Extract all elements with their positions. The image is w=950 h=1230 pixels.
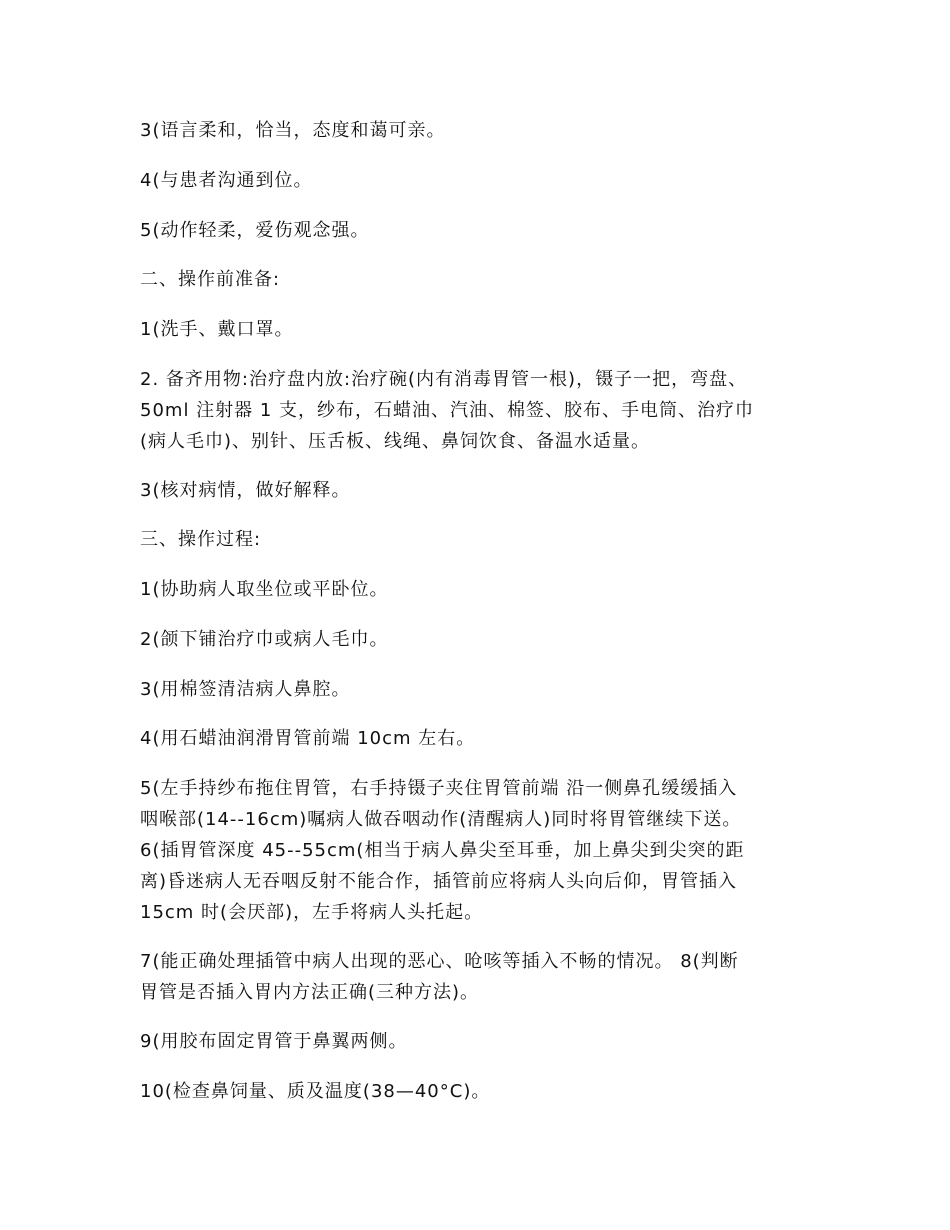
text-line: 6(插胃管深度 45--55cm(相当于病人鼻尖至耳垂，加上鼻尖到尖突的距 [140, 840, 745, 861]
text-line: 50ml 注射器 1 支，纱布，石蜡油、汽油、棉签、胶布、手电筒、治疗巾 [140, 400, 755, 421]
text-line: 7(能正确处理插管中病人出现的恶心、呛咳等插入不畅的情况。 8(判断 [140, 951, 739, 972]
text-line: 离)昏迷病人无吞咽反射不能合作，插管前应将病人头向后仰，胃管插入 [140, 871, 738, 892]
text-line: (病人毛巾)、别针、压舌板、线绳、鼻饲饮食、备温水适量。 [140, 431, 651, 452]
text-line: 4(用石蜡油润滑胃管前端 10cm 左右。 [140, 728, 476, 749]
text-line: 1(洗手、戴口罩。 [140, 319, 294, 340]
text-line: 2. 备齐用物:治疗盘内放:治疗碗(内有消毒胃管一根)，镊子一把，弯盘、 [140, 369, 748, 390]
text-line: 3(语言柔和，恰当，态度和蔼可亲。 [140, 120, 446, 141]
text-line: 2(颌下铺治疗巾或病人毛巾。 [140, 629, 389, 650]
text-line: 3(用棉签清洁病人鼻腔。 [140, 679, 351, 700]
section-heading: 二、操作前准备: [140, 269, 281, 290]
text-line: 15cm 时(会厌部)，左手将病人头托起。 [140, 902, 484, 923]
text-line: 9(用胶布固定胃管于鼻翼两侧。 [140, 1031, 408, 1052]
text-line: 4(与患者沟通到位。 [140, 170, 313, 191]
text-line: 3(核对病情，做好解释。 [140, 480, 351, 501]
text-line: 5(动作轻柔，爱伤观念强。 [140, 220, 370, 241]
text-line: 咽喉部(14--16cm)嘱病人做吞咽动作(清醒病人)同时将胃管继续下送。 [140, 809, 742, 830]
section-heading: 三、操作过程: [140, 529, 262, 550]
text-line: 1(协助病人取坐位或平卧位。 [140, 579, 389, 600]
text-line: 胃管是否插入胃内方法正确(三种方法)。 [140, 982, 480, 1003]
text-line: 10(检查鼻饲量、质及温度(38—40°C)。 [140, 1081, 491, 1102]
text-line: 5(左手持纱布拖住胃管，右手持镊子夹住胃管前端 沿一侧鼻孔缓缓插入 [140, 778, 738, 799]
